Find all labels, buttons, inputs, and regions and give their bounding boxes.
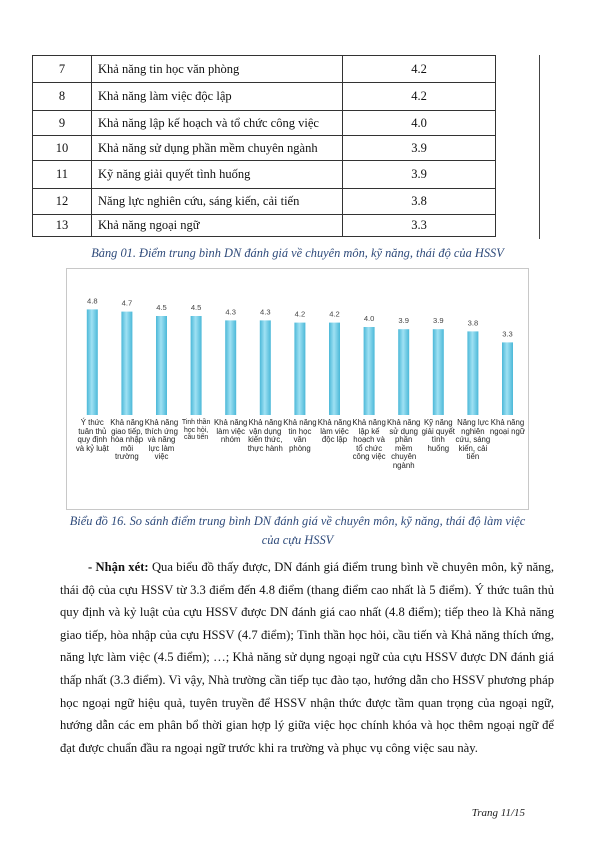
bar-value-label: 4.5 <box>156 303 167 312</box>
score-table <box>32 55 496 237</box>
bar-value-label: 3.9 <box>398 316 409 326</box>
row-number: 9 <box>33 111 92 136</box>
bar-value-label: 3.3 <box>502 329 513 339</box>
bar-value-label: 4.5 <box>190 303 202 312</box>
category-label: Khả năng làm việc nhóm <box>213 418 248 445</box>
table-row <box>33 56 496 83</box>
paragraph-text: Qua biểu đồ thấy được, DN đánh giá điểm trung bình về chuyên môn, kỹ năng, thái độ của cựu HSSV từ 3.3 điểm đến 4.8 điểm (thang điểm cao nhất là 5 điểm). Ý thức tuân thủ quy định và kỷ luật của cựu HSSV được DN đánh giá cao nhất (4.8 điểm); tiếp theo là Khả năng giao tiếp, hòa nhập của cựu HSSV (4.7 điểm); Tinh thần học hỏi, cầu tiến và Khả năng thích ứng, năng lực làm việc (4.5 điểm); …; Khả năng sử dụng ngoại ngữ của cựu HSSV được DN đánh giá thấp nhất (3.3 điểm). Vì vậy, Nhà trường cần tiếp tục đào tạo, hướng dẫn cho HSSV phương pháp học ngoại ngữ hiệu quả, tuyên truyền để HSSV nhận thức được tầm quan trọng của ngoại ngữ, hướng dẫn các em phân bổ thời gian hợp lý giữa việc học chính khóa và học thêm ngoại ngữ để đạt được chuẩn đầu ra ngoại ngữ trước khi ra trường và phục vụ công việc sau này. <box>60 560 555 755</box>
criterion-name: Khả năng ngoại ngữ <box>92 215 343 237</box>
score-table-wrapper <box>32 55 540 237</box>
category-label: Khả năng làm việc độc lập <box>317 418 352 445</box>
bar-value-label: 4.7 <box>121 298 133 308</box>
category-label: Khả năng vận dụng kiến thức, thực hành <box>247 418 283 453</box>
criterion-score: 3.9 <box>343 161 496 189</box>
analysis-paragraph <box>60 556 554 759</box>
page-border-line <box>539 55 540 239</box>
category-label: Khả năng sử dụng phần mềm chuyên ngành <box>386 418 421 470</box>
chart-bar <box>121 312 132 415</box>
criterion-score: 3.8 <box>343 189 496 215</box>
chart-bar <box>329 323 340 415</box>
chart-caption-line-1: Biểu đồ 16. So sánh điểm trung bình DN đánh giá về chuyên môn, kỹ năng, thái độ làm việc <box>69 514 526 528</box>
criterion-name: Kỹ năng giải quyết tình huống <box>92 161 343 189</box>
chart-bar <box>364 327 375 415</box>
bar-value-label: 4.2 <box>294 309 306 319</box>
chart-bar <box>191 316 202 415</box>
chart-bar <box>467 331 478 415</box>
chart-bar <box>398 329 409 415</box>
criterion-name: Khả năng tin học văn phòng <box>92 56 343 83</box>
category-label: Khả năng ngoại ngữ <box>489 418 526 436</box>
category-label: Khả năng thích ứng và năng lực làm việc <box>144 418 179 462</box>
bar-value-label: 4.3 <box>260 307 271 317</box>
paragraph-lead: - Nhận xét: <box>88 560 149 574</box>
category-label: Khả năng giao tiếp, hòa nhập môi trường <box>110 418 144 462</box>
table-row <box>33 161 496 189</box>
bar-chart <box>66 268 529 510</box>
row-number: 12 <box>33 189 92 215</box>
criterion-score: 4.0 <box>343 111 496 136</box>
bar-value-label: 3.9 <box>433 316 444 326</box>
category-label: Năng lực nghiên cứu, sáng kiến, cải tiến <box>455 418 491 462</box>
chart-bar <box>225 320 236 415</box>
row-number: 7 <box>33 56 92 83</box>
row-number: 10 <box>33 136 92 161</box>
category-label: Kỹ năng giải quyết tình huống <box>421 418 455 453</box>
chart-bar <box>502 342 513 415</box>
table-row <box>33 189 496 215</box>
category-label: Khả năng tin học văn phòng <box>283 418 317 453</box>
table-row <box>33 83 496 111</box>
chart-bar <box>87 309 98 415</box>
criterion-name: Khả năng làm việc độc lập <box>92 83 343 111</box>
bar-value-label: 4.3 <box>225 307 236 317</box>
row-number: 13 <box>33 215 92 237</box>
bar-value-label: 4.0 <box>363 314 375 323</box>
chart-bar <box>294 323 305 415</box>
table-caption: Bảng 01. Điểm trung bình DN đánh giá về chuyên môn, kỹ năng, thái độ của HSSV <box>91 246 504 260</box>
table-row <box>33 111 496 136</box>
bar-value-label: 4.2 <box>329 309 340 319</box>
chart-bar <box>156 316 167 415</box>
criterion-name: Năng lực nghiên cứu, sáng kiến, cải tiến <box>92 189 343 215</box>
chart-caption-line-2: của cựu HSSV <box>261 533 334 547</box>
criterion-score: 3.3 <box>343 215 496 237</box>
table-row <box>33 136 496 161</box>
bar-chart-plot <box>67 269 528 509</box>
chart-bar <box>433 329 444 415</box>
bar-value-label: 3.8 <box>467 318 479 328</box>
criterion-score: 4.2 <box>343 56 496 83</box>
criterion-score: 4.2 <box>343 83 496 111</box>
criterion-name: Khả năng sử dụng phần mềm chuyên ngành <box>92 136 343 161</box>
row-number: 8 <box>33 83 92 111</box>
page-number: Trang 11/15 <box>471 807 525 819</box>
bar-value-label: 4.8 <box>87 296 98 306</box>
criterion-name: Khả năng lập kế hoạch và tổ chức công việc <box>92 111 343 136</box>
category-label: Ý thức tuân thủ quy định và kỷ luật <box>75 418 109 453</box>
table-row <box>33 215 496 237</box>
criterion-score: 3.9 <box>343 136 496 161</box>
category-label: Khả năng lập kế hoạch và tổ chức công việc <box>352 418 386 462</box>
chart-bar <box>260 320 271 415</box>
category-label: Tinh thần học hỏi, cầu tiến <box>181 419 211 442</box>
row-number: 11 <box>33 161 92 189</box>
